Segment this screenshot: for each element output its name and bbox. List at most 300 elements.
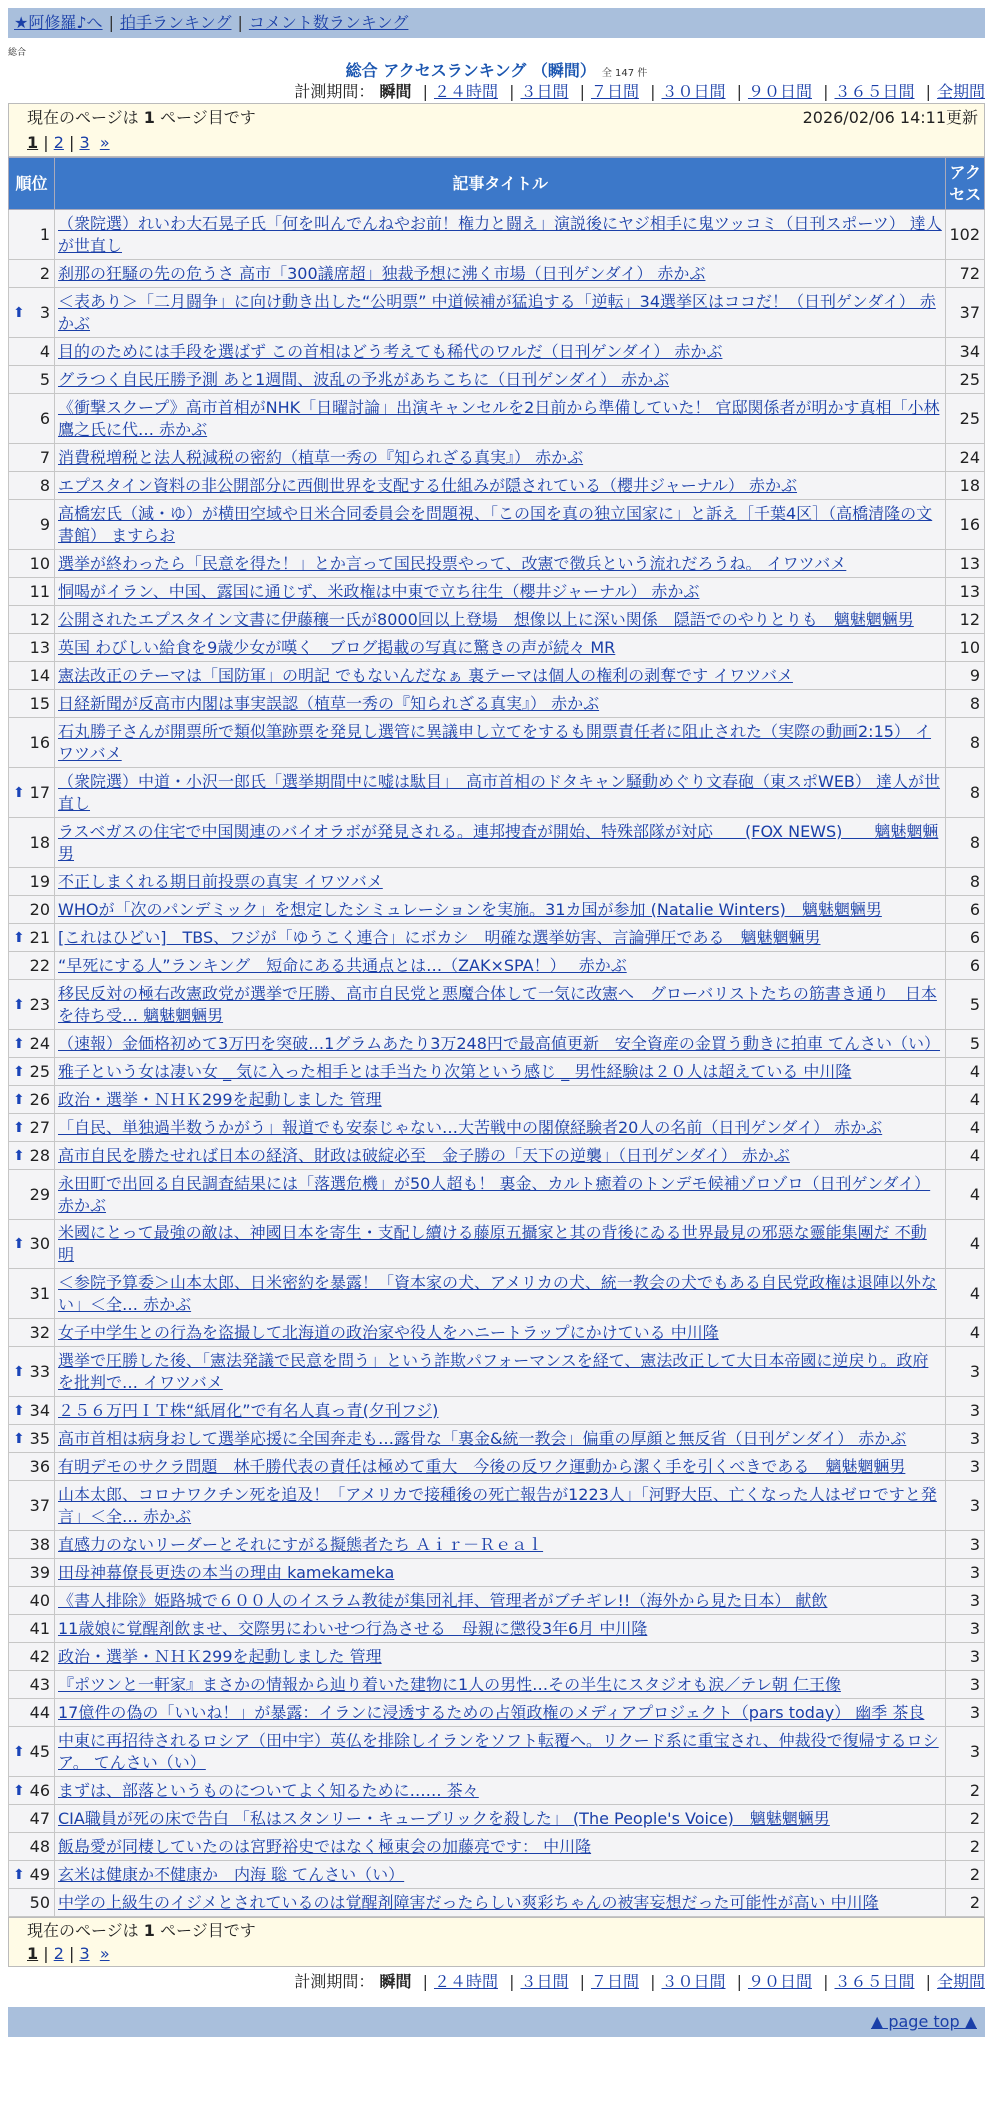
access-count: 6 <box>946 896 985 924</box>
rank-cell <box>9 578 55 606</box>
article-link[interactable]: まずは、部落というものについてよく知るために…… 茶々 <box>58 1780 479 1800</box>
table-row <box>9 924 985 952</box>
table-row <box>9 1777 985 1805</box>
article-link[interactable]: ＜参院予算委＞山本太郎、日米密約を暴露！「資本家の犬、アメリカの犬、統一教会の犬でもある自民党政権は退陣以外ない」＜全… 赤かぶ <box>58 1272 937 1314</box>
article-link[interactable]: 移民反対の極右改憲政党が選挙で圧勝、高市自民党と悪魔合体して一気に改憲へ グローバリストたちの筋書き通り 日本を待ち受… 魑魅魍魎男 <box>58 983 937 1025</box>
title-cell <box>55 1531 946 1559</box>
rank-number: 30 <box>29 1234 50 1253</box>
access-count: 4 <box>946 1058 985 1086</box>
col-header-rank: 順位 <box>9 158 55 210</box>
access-count: 10 <box>946 634 985 662</box>
rank-number: 28 <box>29 1145 50 1165</box>
table-row <box>9 1269 985 1319</box>
article-link[interactable]: 有明デモのサクラ問題 林千勝代表の責任は極めて重大 今後の反ワク運動から潔く手を引くべきである 魑魅魍魎男 <box>58 1456 906 1476</box>
rank-number: 12 <box>29 609 50 629</box>
title-cell <box>55 1397 946 1425</box>
period-option-365d-bottom[interactable]: ３６５日間 <box>834 1972 915 1991</box>
access-count: 12 <box>946 606 985 634</box>
table-row <box>9 1347 985 1397</box>
access-count: 3 <box>946 1453 985 1481</box>
table-row <box>9 818 985 868</box>
title-cell <box>55 1319 946 1347</box>
table-row <box>9 500 985 550</box>
article-link[interactable]: 「自民、単独過半数うかがう」報道でも安泰じゃない…大苦戦中の閣僚経験者20人の名前（日刊ゲンダイ） 赤かぶ <box>58 1117 883 1137</box>
rank-number: 7 <box>39 447 50 467</box>
separator: | <box>108 13 114 32</box>
title-cell <box>55 662 946 690</box>
table-row <box>9 718 985 768</box>
access-count: 25 <box>946 394 985 444</box>
table-row <box>9 1889 985 1917</box>
access-count: 3 <box>946 1643 985 1671</box>
rank-cell <box>9 1833 55 1861</box>
title-cell <box>55 1086 946 1114</box>
page-title <box>8 61 985 81</box>
table-row <box>9 1587 985 1615</box>
rank-number: 22 <box>29 955 50 975</box>
rank-cell <box>9 260 55 288</box>
article-link[interactable]: ラスベガスの住宅で中国関連のバイオラボが発見される。連邦捜査が開始、特殊部隊が対応 (FOX NEWS) 魑魅魍魎男 <box>58 821 939 863</box>
rank-cell <box>9 1889 55 1917</box>
article-link[interactable]: （速報）金価格初めて3万円を突破…1グラムあたり3万248円で最高値更新 安全資産の金買う動きに拍車 てんさい（い） <box>58 1033 941 1053</box>
access-count: 3 <box>946 1347 985 1397</box>
rank-number: 46 <box>29 1780 50 1800</box>
rank-number: 40 <box>29 1590 50 1610</box>
access-count: 16 <box>946 500 985 550</box>
access-count: 8 <box>946 718 985 768</box>
rank-cell <box>9 606 55 634</box>
rank-cell <box>9 1861 55 1889</box>
rank-up-arrow-icon: ⬆ <box>13 1866 25 1883</box>
table-row <box>9 1615 985 1643</box>
comment-ranking-link[interactable]: コメント数ランキング <box>248 13 409 32</box>
table-row <box>9 868 985 896</box>
title-cell <box>55 952 946 980</box>
access-count: 3 <box>946 1615 985 1643</box>
table-row <box>9 1727 985 1777</box>
title-cell <box>55 896 946 924</box>
article-link[interactable]: 《衝撃スクープ》高市首相がNHK「日曜討論」出演キャンセルを2日前から準備していた！ 官邸関係者が明かす真相「小林鷹之氏に代… 赤かぶ <box>58 397 940 439</box>
rank-cell <box>9 366 55 394</box>
table-row <box>9 1319 985 1347</box>
access-count: 2 <box>946 1861 985 1889</box>
article-link[interactable]: 雅子という女は凄い女 _ 気に入った相手とは手当たり次第という感じ _ 男性経験は２０人は超えている 中川隆 <box>58 1061 852 1081</box>
rank-cell <box>9 1058 55 1086</box>
home-link[interactable]: ★阿修羅♪へ <box>14 13 103 32</box>
rank-cell <box>9 1587 55 1615</box>
rank-number: 21 <box>29 927 50 947</box>
rank-number: 37 <box>29 1495 50 1515</box>
rank-cell <box>9 768 55 818</box>
top-nav-bar <box>8 8 985 38</box>
next-page-link-bottom[interactable]: » <box>99 1944 110 1963</box>
period-option-3d[interactable]: ３日間 <box>520 82 569 101</box>
rank-cell <box>9 1671 55 1699</box>
table-row <box>9 1030 985 1058</box>
period-option-30d[interactable]: ３０日間 <box>661 82 726 101</box>
title-cell <box>55 1481 946 1531</box>
title-cell <box>55 444 946 472</box>
article-link[interactable]: 『ポツンと一軒家』まさかの情報から辿り着いた建物に1人の男性…その半生にスタジオも涙／テレ朝 仁王像 <box>58 1674 841 1694</box>
rank-cell <box>9 288 55 338</box>
article-link[interactable]: 憲法改正のテーマは「国防軍」の明記 でもないんだなぁ 裏テーマは個人の権利の剥奪です イワツバメ <box>58 665 793 685</box>
access-count: 5 <box>946 980 985 1030</box>
rank-cell <box>9 1114 55 1142</box>
access-count: 4 <box>946 1319 985 1347</box>
page-2-link[interactable]: 2 <box>53 133 64 152</box>
access-count: 8 <box>946 690 985 718</box>
article-link[interactable]: 政治・選挙・ＮＨＫ299を起動しました 管理 <box>58 1646 382 1666</box>
rank-number: 27 <box>29 1117 50 1137</box>
rank-up-arrow-icon: ⬆ <box>13 1743 25 1760</box>
access-count: 3 <box>946 1727 985 1777</box>
period-option-7d-bottom[interactable]: ７日間 <box>590 1972 639 1991</box>
rank-number: 45 <box>29 1741 50 1761</box>
article-link[interactable]: 選挙が終わったら「民意を得た！」とか言って国民投票やって、改憲で徴兵という流れだろうね。 イワツバメ <box>58 553 847 573</box>
page-3-link-bottom[interactable]: 3 <box>79 1944 90 1963</box>
rank-cell <box>9 1559 55 1587</box>
table-row <box>9 1481 985 1531</box>
title-cell <box>55 1114 946 1142</box>
period-option-24h[interactable]: ２４時間 <box>433 82 498 101</box>
rank-number: 17 <box>29 782 50 802</box>
table-row <box>9 1425 985 1453</box>
article-link[interactable]: グラつく自民圧勝予測 あと1週間、波乱の予兆があちこちに（日刊ゲンダイ） 赤かぶ <box>58 369 670 389</box>
rank-cell <box>9 634 55 662</box>
rank-number: 23 <box>29 994 50 1014</box>
article-link[interactable]: （衆院選）中道・小沢一郎氏「選挙期間中に嘘は駄目」 高市首相のドタキャン騒動めぐり文春砲（東スポWEB） 達人が世直し <box>58 771 940 813</box>
access-count: 25 <box>946 366 985 394</box>
article-link[interactable]: 選挙で圧勝した後、「憲法発議で民意を問う」という詐欺パフォーマンスを経て、憲法改正して大日本帝國に逆戻り。政府を批判で… イワツバメ <box>58 1350 929 1392</box>
title-cell <box>55 1699 946 1727</box>
article-link[interactable]: 中学の上級生のイジメとされているのは覚醒剤障害だったらしい爽彩ちゃんの被害妄想だった可能性が高い 中川隆 <box>58 1892 879 1912</box>
rank-number: 15 <box>29 693 50 713</box>
title-cell <box>55 288 946 338</box>
title-cell <box>55 980 946 1030</box>
page-2-link-bottom[interactable]: 2 <box>53 1944 64 1963</box>
rank-cell <box>9 338 55 366</box>
article-link[interactable]: 石丸勝子さんが開票所で類似筆跡票を発見し選管に異議申し立てをするも開票責任者に阻止された（実際の動画2:15） イワツバメ <box>58 721 932 763</box>
article-link[interactable]: 高橋宏氏（減・ゆ）が横田空域や日米合同委員会を問題視、「この国を真の独立国家に」と訴え［千葉4区］（高橋清隆の文書館） ますらお <box>58 503 933 545</box>
table-row <box>9 338 985 366</box>
access-count: 4 <box>946 1086 985 1114</box>
pager-top: 現在のページは 1 ページ目です 2026/02/06 14:11更新 1 | 2 | 3 » <box>8 103 985 157</box>
table-row <box>9 634 985 662</box>
title-cell <box>55 1805 946 1833</box>
col-header-access: アクセス <box>946 158 985 210</box>
article-link[interactable]: 恫喝がイラン、中国、露国に通じず、米政権は中東で立ち往生（櫻井ジャーナル） 赤かぶ <box>58 581 700 601</box>
table-row <box>9 1643 985 1671</box>
rank-cell <box>9 1805 55 1833</box>
rank-cell <box>9 818 55 868</box>
title-cell <box>55 472 946 500</box>
table-row <box>9 366 985 394</box>
title-cell <box>55 924 946 952</box>
article-link[interactable]: CIA職員が死の床で告白 「私はスタンリー・キューブリックを殺した」 (The People's Voice) 魑魅魍魎男 <box>58 1808 830 1828</box>
page-3-link[interactable]: 3 <box>79 133 90 152</box>
access-count: 3 <box>946 1587 985 1615</box>
rank-number: 32 <box>29 1322 50 1342</box>
article-link[interactable]: 不正しまくれる期日前投票の真実 イワツバメ <box>58 871 383 891</box>
rank-number: 20 <box>29 899 50 919</box>
article-link[interactable]: ＜表あり＞「二月闘争」に向け動き出した“公明票” 中道候補が猛追する「逆転」34選挙区はココだ！（日刊ゲンダイ） 赤かぶ <box>58 291 936 333</box>
period-option-all-bottom[interactable]: 全期間 <box>936 1972 985 1991</box>
rank-cell <box>9 1481 55 1531</box>
title-cell <box>55 550 946 578</box>
ranking-title: 総合 アクセスランキング （瞬間） <box>345 61 596 80</box>
access-count: 102 <box>946 210 985 260</box>
rank-number: 43 <box>29 1674 50 1694</box>
access-count: 2 <box>946 1805 985 1833</box>
table-row <box>9 1861 985 1889</box>
table-row <box>9 394 985 444</box>
table-row <box>9 444 985 472</box>
table-row <box>9 980 985 1030</box>
access-count: 2 <box>946 1833 985 1861</box>
title-cell <box>55 1425 946 1453</box>
title-cell <box>55 690 946 718</box>
article-link[interactable]: 田母神幕僚長更迭の本当の理由 kamekameka <box>58 1562 395 1582</box>
article-link[interactable]: エプスタイン資料の非公開部分に西側世界を支配する仕組みが隠されている（櫻井ジャーナル） 赤かぶ <box>58 475 798 495</box>
access-count: 2 <box>946 1777 985 1805</box>
access-count: 5 <box>946 1030 985 1058</box>
rank-number: 25 <box>29 1061 50 1081</box>
table-row <box>9 1397 985 1425</box>
article-link[interactable]: 玄米は健康か不健康か 内海 聡 てんさい（い） <box>58 1864 405 1884</box>
title-cell <box>55 606 946 634</box>
rank-cell <box>9 1030 55 1058</box>
table-row <box>9 768 985 818</box>
rank-cell <box>9 1269 55 1319</box>
next-page-link[interactable]: » <box>99 133 110 152</box>
table-row <box>9 1220 985 1269</box>
access-count: 4 <box>946 1220 985 1269</box>
article-link[interactable]: [これはひどい] TBS、フジが「ゆうこく連合」にボカシ 明確な選挙妨害、言論弾圧である 魑魅魍魎男 <box>58 927 821 947</box>
article-link[interactable]: “早死にする人”ランキング 短命にある共通点とは…（ZAK×SPA！） 赤かぶ <box>58 955 627 975</box>
rank-up-arrow-icon: ⬆ <box>13 929 25 946</box>
period-option-24h-bottom[interactable]: ２４時間 <box>433 1972 498 1991</box>
title-cell <box>55 1453 946 1481</box>
rank-cell <box>9 1220 55 1269</box>
title-cell <box>55 1170 946 1220</box>
rank-cell <box>9 1453 55 1481</box>
article-link[interactable]: 高市自民を勝たせれば日本の経済、財政は破綻必至 金子勝の「天下の逆襲」（日刊ゲンダイ） 赤かぶ <box>58 1145 790 1165</box>
access-count: 72 <box>946 260 985 288</box>
period-option-3d-bottom[interactable]: ３日間 <box>520 1972 569 1991</box>
rank-number: 35 <box>29 1428 50 1448</box>
article-link[interactable]: 直感力のないリーダーとそれにすがる擬態者たち Ａｉｒ－Ｒｅａｌ <box>58 1534 544 1554</box>
period-option-90d-bottom[interactable]: ９０日間 <box>747 1972 812 1991</box>
rank-cell <box>9 1086 55 1114</box>
rank-number: 10 <box>29 553 50 573</box>
table-row <box>9 1453 985 1481</box>
table-row <box>9 690 985 718</box>
access-count: 34 <box>946 338 985 366</box>
article-link[interactable]: 英国 わびしい給食を9歳少女が嘆く ブログ掲載の写真に驚きの声が続々 MR <box>58 637 616 657</box>
rank-cell <box>9 662 55 690</box>
ranking-table <box>8 157 985 1917</box>
rank-cell <box>9 1615 55 1643</box>
access-count: 3 <box>946 1531 985 1559</box>
separator: | <box>237 13 243 32</box>
article-link[interactable]: 女子中学生との行為を盗撮して北海道の政治家や役人をハニートラップにかけている 中川隆 <box>58 1322 719 1342</box>
article-link[interactable]: 目的のためには手段を選ばず この首相はどう考えても稀代のワルだ（日刊ゲンダイ） 赤かぶ <box>58 341 723 361</box>
rank-cell <box>9 1319 55 1347</box>
article-link[interactable]: 日経新聞が反高市内閣は事実誤認（植草一秀の『知られざる真実』） 赤かぶ <box>58 693 600 713</box>
article-link[interactable]: 中東に再招待されるロシア（田中宇）英仏を排除しイランをソフト転覆へ。リクード系に重宝され、仲裁役で復帰するロシア。 てんさい（い） <box>58 1730 939 1772</box>
title-cell <box>55 260 946 288</box>
table-row <box>9 662 985 690</box>
rank-number: 36 <box>29 1456 50 1476</box>
table-row <box>9 1559 985 1587</box>
title-cell <box>55 1889 946 1917</box>
rank-number: 44 <box>29 1702 50 1722</box>
article-link[interactable]: 11歳娘に覚醒剤飲ませ、交際男にわいせつ行為させる 母親に懲役3年6月 中川隆 <box>58 1618 648 1638</box>
article-link[interactable]: 消費税増税と法人税減税の密約（植草一秀の『知られざる真実』） 赤かぶ <box>58 447 584 467</box>
title-cell <box>55 1727 946 1777</box>
period-option-7d[interactable]: ７日間 <box>590 82 639 101</box>
clap-ranking-link[interactable]: 拍手ランキング <box>119 13 232 32</box>
title-cell <box>55 1058 946 1086</box>
title-cell <box>55 1030 946 1058</box>
article-link[interactable]: 高市首相は病身おして選挙応援に全国奔走も…露骨な「裏金&統一教会」偏重の厚顔と無反省（日刊ゲンダイ） 赤かぶ <box>58 1428 907 1448</box>
rank-up-arrow-icon: ⬆ <box>13 996 25 1013</box>
rank-cell <box>9 210 55 260</box>
title-cell <box>55 210 946 260</box>
rank-number: 42 <box>29 1646 50 1666</box>
rank-number: 2 <box>39 263 50 283</box>
title-cell <box>55 1269 946 1319</box>
article-link[interactable]: ２５６万円ＩＴ株“紙屑化”で有名人真っ青(夕刊フジ) <box>58 1400 439 1420</box>
rank-up-arrow-icon: ⬆ <box>13 1147 25 1164</box>
title-cell <box>55 818 946 868</box>
rank-cell <box>9 444 55 472</box>
rank-up-arrow-icon: ⬆ <box>13 1363 25 1380</box>
table-row <box>9 1671 985 1699</box>
rank-number: 5 <box>39 369 50 389</box>
rank-cell <box>9 500 55 550</box>
article-link[interactable]: 飯島愛が同棲していたのは宮野裕史ではなく極東会の加藤亮です： 中川隆 <box>58 1836 592 1856</box>
rank-cell <box>9 1727 55 1777</box>
rank-cell <box>9 1777 55 1805</box>
title-cell <box>55 1559 946 1587</box>
title-cell <box>55 578 946 606</box>
period-option-30d-bottom[interactable]: ３０日間 <box>661 1972 726 1991</box>
access-count: 3 <box>946 1671 985 1699</box>
rank-number: 24 <box>29 1033 50 1053</box>
rank-number: 48 <box>29 1836 50 1856</box>
rank-cell <box>9 1425 55 1453</box>
article-link[interactable]: 公開されたエプスタイン文書に伊藤穰一氏が8000回以上登場 想像以上に深い関係 隠語でのやりとりも 魑魅魍魎男 <box>58 609 914 629</box>
rank-number: 39 <box>29 1562 50 1582</box>
access-count: 2 <box>946 1889 985 1917</box>
rank-cell <box>9 1397 55 1425</box>
period-option-90d[interactable]: ９０日間 <box>747 82 812 101</box>
col-header-title: 記事タイトル <box>55 158 946 210</box>
title-cell <box>55 768 946 818</box>
table-row <box>9 288 985 338</box>
article-link[interactable]: （衆院選）れいわ大石晃子氏「何を叫んでんねやお前！権力と闘え」演説後にヤジ相手に鬼ツッコミ（日刊スポーツ） 達人が世直し <box>58 213 942 255</box>
title-cell <box>55 338 946 366</box>
rank-cell <box>9 718 55 768</box>
title-cell <box>55 1142 946 1170</box>
access-count: 8 <box>946 818 985 868</box>
article-link[interactable]: 17億件の偽の「いいね！」が暴露：イランに浸透するための占領政権のメディアプロジェクト（pars today） 幽季 茶良 <box>58 1702 925 1722</box>
access-count: 13 <box>946 578 985 606</box>
access-count: 37 <box>946 288 985 338</box>
article-link[interactable]: 《書人排除》姫路城で６００人のイスラム教徒が集団礼拝、管理者がブチギレ!!（海外から見た日本） 献飲 <box>58 1590 828 1610</box>
rank-number: 47 <box>29 1808 50 1828</box>
table-row <box>9 210 985 260</box>
rank-number: 26 <box>29 1089 50 1109</box>
period-label: 計測期間： <box>294 82 375 101</box>
rank-number: 49 <box>29 1864 50 1884</box>
rank-up-arrow-icon: ⬆ <box>13 1782 25 1799</box>
rank-number: 34 <box>29 1400 50 1420</box>
rank-up-arrow-icon: ⬆ <box>13 304 25 321</box>
table-row <box>9 550 985 578</box>
access-count: 3 <box>946 1397 985 1425</box>
rank-up-arrow-icon: ⬆ <box>13 1119 25 1136</box>
article-link[interactable]: 政治・選挙・ＮＨＫ299を起動しました 管理 <box>58 1089 382 1109</box>
table-row <box>9 1531 985 1559</box>
access-count: 8 <box>946 868 985 896</box>
rank-up-arrow-icon: ⬆ <box>13 1063 25 1080</box>
title-cell <box>55 1615 946 1643</box>
rank-number: 4 <box>39 341 50 361</box>
article-link[interactable]: 米國にとって最強の敵は、神國日本を寄生・支配し續ける藤原五攝家と其の背後にゐる世界最見の邪惡な靈能集團だ 不動明 <box>58 1223 927 1264</box>
page-1-current: 1 <box>27 133 39 152</box>
article-link[interactable]: 山本太郎、コロナワクチン死を追及！「アメリカで接種後の死亡報告が1223人」「河野大臣、亡くなった人はゼロですと発言」＜全… 赤かぶ <box>58 1484 937 1526</box>
period-option-all[interactable]: 全期間 <box>936 82 985 101</box>
article-link[interactable]: WHOが「次のパンデミック」を想定したシミュレーションを実施。31カ国が参加 (Natalie Winters) 魑魅魍魎男 <box>58 899 882 919</box>
rank-cell <box>9 1643 55 1671</box>
rank-number: 13 <box>29 637 50 657</box>
rank-number: 19 <box>29 871 50 891</box>
access-count: 3 <box>946 1481 985 1531</box>
rank-cell <box>9 868 55 896</box>
title-cell <box>55 1671 946 1699</box>
rank-cell <box>9 952 55 980</box>
table-row <box>9 1114 985 1142</box>
rank-number: 29 <box>29 1184 50 1204</box>
rank-number: 3 <box>39 302 50 322</box>
article-link[interactable]: 刹那の狂騒の先の危うさ 高市「300議席超」独裁予想に沸く市場（日刊ゲンダイ） 赤かぶ <box>58 263 706 283</box>
access-count: 18 <box>946 472 985 500</box>
rank-cell <box>9 1347 55 1397</box>
table-row <box>9 1142 985 1170</box>
title-cell <box>55 634 946 662</box>
period-option-365d[interactable]: ３６５日間 <box>834 82 915 101</box>
access-count: 6 <box>946 924 985 952</box>
rank-cell <box>9 1699 55 1727</box>
access-count: 4 <box>946 1142 985 1170</box>
rank-cell <box>9 1170 55 1220</box>
page-top-link[interactable]: ▲ page top ▲ <box>870 2012 977 2031</box>
pager-bottom: 現在のページは 1 ページ目です 1 | 2 | 3 » <box>8 1917 985 1967</box>
table-row <box>9 1833 985 1861</box>
table-row <box>9 1086 985 1114</box>
table-row <box>9 1058 985 1086</box>
period-current: 瞬間 <box>379 82 412 101</box>
rank-number: 11 <box>29 581 50 601</box>
title-cell <box>55 1861 946 1889</box>
updated-timestamp: 2026/02/06 14:11更新 <box>802 108 978 127</box>
access-count: 4 <box>946 1269 985 1319</box>
rank-number: 38 <box>29 1534 50 1554</box>
article-link[interactable]: 永田町で出回る自民調査結果には「落選危機」が50人超も！ 裏金、カルト癒着のトンデモ候補ゾロゾロ（日刊ゲンダイ） 赤かぶ <box>58 1173 931 1215</box>
rank-up-arrow-icon: ⬆ <box>13 784 25 801</box>
